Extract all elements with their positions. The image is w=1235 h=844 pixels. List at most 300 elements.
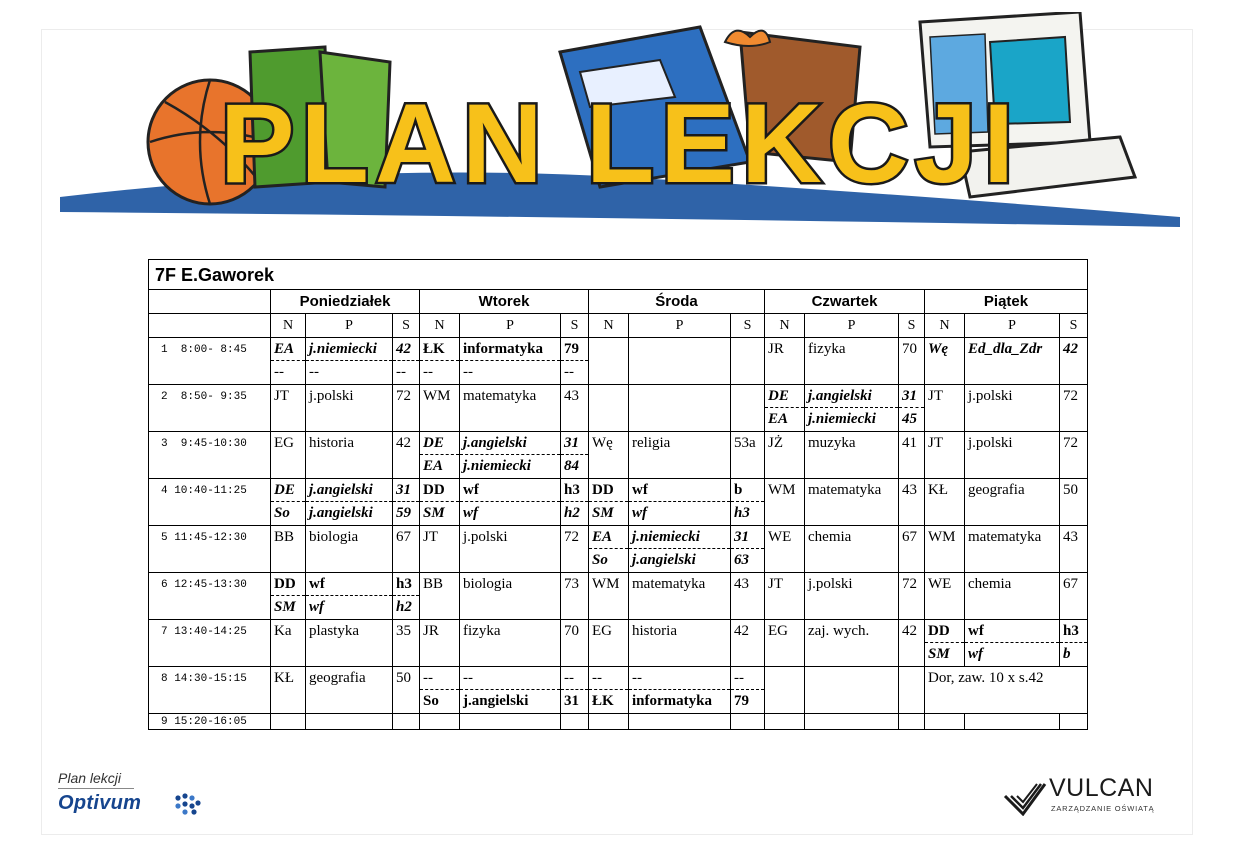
room-number: -- (731, 667, 764, 690)
teacher-cell (420, 573, 460, 620)
day-header: Środa (589, 290, 765, 314)
room-cell (393, 526, 420, 573)
subject-cell (805, 385, 899, 432)
subject-name: -- (463, 363, 473, 380)
teacher-cell (925, 385, 965, 432)
teacher-cell (271, 385, 306, 432)
subject-cell (805, 479, 899, 526)
subject-name: j.angielski (309, 504, 373, 521)
room-number: 41 (902, 435, 917, 451)
teacher-cell (420, 667, 460, 714)
teacher-code: WM (768, 482, 796, 498)
teacher-code: DE (420, 432, 459, 455)
subject-cell (629, 385, 731, 432)
subject-cell (965, 620, 1060, 667)
teacher-cell (589, 385, 629, 432)
teacher-code: DE (271, 479, 305, 502)
teacher-cell (420, 338, 460, 385)
subject-name: wf (965, 620, 1059, 643)
optivum-brand: Optivum (58, 792, 142, 814)
subject-cell (965, 479, 1060, 526)
column-header: S (561, 314, 589, 338)
corner-cell (149, 290, 271, 314)
subject-cell (965, 573, 1060, 620)
subject-cell (965, 714, 1060, 730)
room-number: 59 (396, 504, 411, 521)
room-number: 42 (902, 623, 917, 639)
column-header: S (899, 314, 925, 338)
vulcan-logo (1003, 774, 1183, 818)
teacher-cell (589, 573, 629, 620)
room-cell (1060, 714, 1088, 730)
subject-name: j.angielski (463, 692, 529, 709)
banner-title: PLAN LEKCJI (219, 81, 1021, 206)
teacher-code: EA (589, 526, 628, 549)
lesson-row (149, 385, 1088, 432)
teacher-code: JT (768, 576, 783, 592)
subject-name: informatyka (460, 338, 560, 361)
room-number: 43 (902, 482, 917, 498)
teacher-code: JT (928, 388, 943, 404)
teacher-code: JR (768, 341, 784, 357)
teacher-cell (765, 667, 805, 714)
teacher-code: EG (768, 623, 788, 639)
teacher-cell (271, 620, 306, 667)
room-number: 72 (902, 576, 917, 592)
teacher-cell (925, 714, 965, 730)
teacher-code: So (592, 551, 608, 568)
subject-name: j.niemiecki (808, 410, 876, 427)
teacher-cell (420, 432, 460, 479)
day-header: Czwartek (765, 290, 925, 314)
teacher-code: BB (274, 529, 295, 545)
subject-cell (306, 385, 393, 432)
column-header: P (805, 314, 899, 338)
subject-cell (460, 338, 561, 385)
room-number: h3 (1060, 620, 1087, 643)
column-header: N (765, 314, 805, 338)
teacher-cell (589, 714, 629, 730)
room-cell (1060, 620, 1088, 667)
subject-name: wf (629, 479, 730, 502)
subject-name: j.polski (968, 388, 1013, 404)
subject-name: muzyka (808, 435, 856, 451)
teacher-code: WM (592, 576, 620, 592)
subject-name: wf (632, 504, 647, 521)
room-number: 67 (1063, 576, 1078, 592)
column-header: N (271, 314, 306, 338)
column-header: S (731, 314, 765, 338)
lesson-time: 9 15:20-16:05 (149, 714, 271, 730)
room-cell (899, 432, 925, 479)
room-number: -- (561, 667, 588, 690)
subject-cell (460, 385, 561, 432)
teacher-cell (420, 526, 460, 573)
column-header: P (965, 314, 1060, 338)
room-cell (1060, 573, 1088, 620)
subject-cell (805, 667, 899, 714)
room-number: 45 (902, 410, 917, 427)
subject-cell (965, 338, 1060, 385)
subject-name: j.angielski (306, 479, 392, 502)
room-cell (899, 338, 925, 385)
teacher-code: WE (928, 576, 952, 592)
subject-name: chemia (808, 529, 852, 545)
subject-name: fizyka (463, 623, 501, 639)
subject-name: historia (309, 435, 354, 451)
room-cell (899, 573, 925, 620)
room-cell (561, 385, 589, 432)
room-number: 72 (396, 388, 411, 404)
lesson-time: 3 9:45-10:30 (149, 432, 271, 479)
subject-cell (965, 526, 1060, 573)
column-header-row (149, 314, 1088, 338)
subject-name: j.polski (309, 388, 354, 404)
room-cell (1060, 526, 1088, 573)
room-number: 42 (396, 435, 411, 451)
subject-cell (460, 667, 561, 714)
logo-underline (58, 788, 134, 789)
teacher-code: EA (271, 338, 305, 361)
teacher-cell (925, 432, 965, 479)
day-header: Piątek (925, 290, 1088, 314)
room-number: 73 (564, 576, 579, 592)
teacher-cell (765, 714, 805, 730)
teacher-code: Ka (274, 623, 292, 639)
teacher-code: KŁ (274, 670, 294, 686)
vulcan-mark-icon (1003, 778, 1047, 816)
room-number: 72 (1063, 435, 1078, 451)
subject-name: -- (309, 363, 319, 380)
teacher-cell (589, 526, 629, 573)
teacher-code: DD (589, 479, 628, 502)
teacher-cell (271, 573, 306, 620)
lesson-row (149, 479, 1088, 526)
teacher-code: JŻ (768, 435, 783, 451)
room-number: h2 (396, 598, 412, 615)
teacher-code: EA (768, 410, 789, 427)
teacher-code: DE (765, 385, 804, 408)
room-cell (561, 620, 589, 667)
vulcan-tagline: ZARZĄDZANIE OŚWIATĄ (1051, 804, 1155, 813)
subject-name: wf (306, 573, 392, 596)
subject-name: matematyka (968, 529, 1042, 545)
room-cell (561, 432, 589, 479)
subject-name: biologia (463, 576, 513, 592)
room-cell (899, 714, 925, 730)
teacher-code: DD (420, 479, 459, 502)
vulcan-brand: VULCAN (1049, 774, 1154, 802)
room-cell (731, 479, 765, 526)
lesson-time: 6 12:45-13:30 (149, 573, 271, 620)
teacher-code: -- (423, 363, 433, 380)
subject-name: j.angielski (460, 432, 560, 455)
teacher-code: DD (925, 620, 964, 643)
teacher-cell (925, 620, 965, 667)
subject-name: Ed_dla_Zdr (968, 341, 1043, 357)
subject-cell (805, 338, 899, 385)
subject-name: j.angielski (632, 551, 696, 568)
teacher-cell (925, 573, 965, 620)
teacher-cell (420, 479, 460, 526)
room-number: 72 (1063, 388, 1078, 404)
room-cell (731, 526, 765, 573)
teacher-cell (765, 479, 805, 526)
subject-name: wf (463, 504, 478, 521)
subject-cell (306, 714, 393, 730)
room-cell (731, 667, 765, 714)
timetable (148, 259, 1088, 730)
room-cell (561, 338, 589, 385)
room-cell (731, 714, 765, 730)
teacher-code: WE (768, 529, 792, 545)
subject-cell (629, 526, 731, 573)
subject-name: j.niemiecki (306, 338, 392, 361)
column-header: S (393, 314, 420, 338)
room-cell (393, 338, 420, 385)
room-cell (393, 714, 420, 730)
teacher-code: WM (928, 529, 956, 545)
room-cell (899, 385, 925, 432)
subject-name: j.niemiecki (463, 457, 531, 474)
subject-name: j.polski (463, 529, 508, 545)
room-cell (393, 479, 420, 526)
subject-cell (629, 620, 731, 667)
room-cell (731, 573, 765, 620)
subject-name: wf (309, 598, 324, 615)
teacher-code: SM (423, 504, 445, 521)
teacher-code: JT (928, 435, 943, 451)
teacher-code: EA (423, 457, 444, 474)
lesson-row (149, 338, 1088, 385)
room-cell (561, 526, 589, 573)
teacher-cell (765, 573, 805, 620)
subject-cell (306, 573, 393, 620)
subject-name: plastyka (309, 623, 359, 639)
teacher-cell (271, 526, 306, 573)
room-cell (731, 620, 765, 667)
room-cell (1060, 432, 1088, 479)
timetable-body (149, 338, 1088, 730)
day-header: Poniedziałek (271, 290, 420, 314)
teacher-code: WM (423, 388, 451, 404)
subject-cell (306, 338, 393, 385)
day-header-row (149, 290, 1088, 314)
teacher-cell (271, 714, 306, 730)
subject-name: j.niemiecki (629, 526, 730, 549)
room-number: 53a (734, 435, 756, 451)
room-number: 31 (564, 692, 579, 709)
room-number: 43 (564, 388, 579, 404)
teacher-code: SM (928, 645, 950, 662)
teacher-code: Wę (928, 341, 948, 357)
subject-name: chemia (968, 576, 1012, 592)
column-header: N (420, 314, 460, 338)
subject-cell (629, 667, 731, 714)
subject-cell (306, 479, 393, 526)
subject-name: zaj. wych. (808, 623, 870, 639)
room-number: b (1063, 645, 1071, 662)
subject-cell (460, 714, 561, 730)
room-cell (393, 432, 420, 479)
class-title: 7F E.Gaworek (149, 260, 1088, 290)
lesson-time: 7 13:40-14:25 (149, 620, 271, 667)
subject-name: geografia (968, 482, 1025, 498)
room-cell (561, 573, 589, 620)
room-cell (393, 573, 420, 620)
subject-name: -- (460, 667, 560, 690)
subject-cell (460, 432, 561, 479)
lesson-row (149, 714, 1088, 730)
teacher-cell (765, 338, 805, 385)
room-number: 72 (564, 529, 579, 545)
room-number: 79 (734, 692, 749, 709)
teacher-code: So (274, 504, 290, 521)
column-header: N (589, 314, 629, 338)
subject-name: matematyka (463, 388, 537, 404)
subject-name: informatyka (632, 692, 712, 709)
room-cell (393, 385, 420, 432)
lesson-time: 4 10:40-11:25 (149, 479, 271, 526)
room-number: 70 (564, 623, 579, 639)
room-number: -- (396, 363, 406, 380)
teacher-code: SM (274, 598, 296, 615)
day-header: Wtorek (420, 290, 589, 314)
room-number: 67 (396, 529, 411, 545)
subject-name: wf (968, 645, 983, 662)
column-header: P (629, 314, 731, 338)
teacher-cell (589, 620, 629, 667)
subject-cell (805, 573, 899, 620)
lesson-time: 1 8:00- 8:45 (149, 338, 271, 385)
teacher-code: -- (589, 667, 628, 690)
teacher-code: EG (274, 435, 294, 451)
subject-name: matematyka (632, 576, 706, 592)
room-number: 31 (731, 526, 764, 549)
subject-cell (629, 573, 731, 620)
lesson-row (149, 432, 1088, 479)
teacher-cell (925, 526, 965, 573)
teacher-cell (420, 385, 460, 432)
room-number: h3 (393, 573, 419, 596)
room-number: 63 (734, 551, 749, 568)
room-number: 67 (902, 529, 917, 545)
logo-caption: Plan lekcji (58, 770, 122, 786)
subject-name: historia (632, 623, 677, 639)
room-number: h3 (734, 504, 750, 521)
subject-cell (460, 573, 561, 620)
room-cell (731, 432, 765, 479)
teacher-cell (271, 479, 306, 526)
subject-cell (805, 432, 899, 479)
subject-cell (460, 620, 561, 667)
room-cell (393, 620, 420, 667)
room-cell (1060, 479, 1088, 526)
room-number: 42 (393, 338, 419, 361)
room-cell (899, 667, 925, 714)
subject-name: fizyka (808, 341, 846, 357)
room-number: 43 (1063, 529, 1078, 545)
subject-cell (306, 667, 393, 714)
subject-cell (629, 479, 731, 526)
optivum-dots-icon (174, 792, 202, 816)
teacher-code: ŁK (420, 338, 459, 361)
subject-name: biologia (309, 529, 359, 545)
room-number: 31 (393, 479, 419, 502)
subject-cell (629, 714, 731, 730)
teacher-cell (765, 385, 805, 432)
room-number: 31 (899, 385, 924, 408)
banner-illustration (60, 12, 1180, 240)
room-number: 79 (561, 338, 588, 361)
column-header: S (1060, 314, 1088, 338)
subject-name: geografia (309, 670, 366, 686)
teacher-code: JT (274, 388, 289, 404)
lesson-row (149, 573, 1088, 620)
room-cell (561, 479, 589, 526)
teacher-code: BB (423, 576, 444, 592)
lesson-note (925, 667, 1088, 714)
teacher-code: -- (274, 363, 284, 380)
subject-cell (306, 620, 393, 667)
teacher-code: -- (420, 667, 459, 690)
subject-cell (965, 432, 1060, 479)
room-cell (561, 667, 589, 714)
subject-cell (460, 526, 561, 573)
room-number: h3 (561, 479, 588, 502)
teacher-cell (271, 338, 306, 385)
room-number: h2 (564, 504, 580, 521)
plan-lekcji-banner (60, 12, 1180, 240)
lesson-row (149, 620, 1088, 667)
column-header: P (306, 314, 393, 338)
teacher-cell (925, 479, 965, 526)
corner-cell (149, 314, 271, 338)
room-number: b (731, 479, 764, 502)
subject-name: j.polski (808, 576, 853, 592)
teacher-cell (589, 338, 629, 385)
lesson-time: 8 14:30-15:15 (149, 667, 271, 714)
room-number: 50 (396, 670, 411, 686)
lesson-time: 5 11:45-12:30 (149, 526, 271, 573)
teacher-cell (925, 338, 965, 385)
room-number: 42 (734, 623, 749, 639)
teacher-cell (589, 479, 629, 526)
teacher-cell (420, 714, 460, 730)
subject-name: religia (632, 435, 671, 451)
room-cell (561, 714, 589, 730)
subject-name: wf (460, 479, 560, 502)
room-number: 43 (734, 576, 749, 592)
room-number: 35 (396, 623, 411, 639)
room-number: -- (564, 363, 574, 380)
subject-cell (629, 338, 731, 385)
subject-cell (306, 526, 393, 573)
teacher-cell (420, 620, 460, 667)
teacher-cell (765, 432, 805, 479)
lesson-time: 2 8:50- 9:35 (149, 385, 271, 432)
subject-name: matematyka (808, 482, 882, 498)
column-header: P (460, 314, 561, 338)
subject-cell (805, 526, 899, 573)
teacher-cell (765, 620, 805, 667)
room-cell (1060, 338, 1088, 385)
teacher-code: So (423, 692, 439, 709)
room-number: 42 (1063, 341, 1078, 357)
teacher-cell (271, 432, 306, 479)
room-cell (1060, 385, 1088, 432)
room-cell (899, 526, 925, 573)
